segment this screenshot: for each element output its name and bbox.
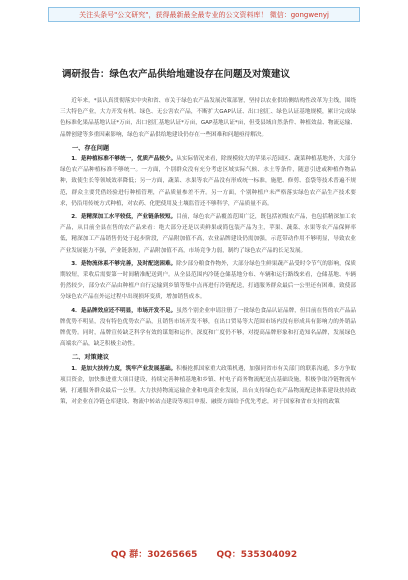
document-body: [60, 96, 356, 408]
problem-text: 目前，绿色农产品覆盖范围广泛，既包括初级农产品，也包括精深加工农产品，从目前全县在售的农产品来看：绝大部分还是以卖鲜果或简包装产品为主，苹果、蔬菜、水果等农产品保鲜率低，精深加工产品销售仍处于起步阶段，产品附加值不高，农业品牌建设仍需加强，示范带动作用不够明显，导致农业产业发展能力不强，产业链条短，产品附加值不高，市场竞争力弱，制约了绿色农产品的长足发展。: [60, 214, 356, 254]
document-title: 调研报告：绿色农产品供给地建设存在问题及对策建议: [62, 69, 291, 80]
problem-text: 除少部分粮食作物外，大部分绿色生鲜果蔬产品受时令节气的影响，保质期较短，采收后需要第一时间精准配送到户。从全县范围内冷链仓储基地分布、车辆和运行路线来看，仓储基地、车辆仍然较少，部分农产品由种植户自行运输到乡镇等集中点再进行冷链配送，打通服务群众最后一公里还有困难，致使部分绿色农产品在外运过程中出现损坏变质，增加销售成本。: [60, 260, 356, 301]
problem-lead: 4．是品牌效应还不明显，市场开发不足。: [71, 307, 177, 314]
problem-text: 虽然个别企业申请注册了一批绿色食品认证品牌，但目前在售的农产品品牌优势不明显，没有特色优势农产品，且销售市场开发不够，在出口贸易等大范围市场内没有形成具有影响力的外销品牌优势。同时，品牌宣传缺乏科学有效的谋划和运作，深度和广度仍不够，对提高品牌形象和打造知名品牌，发展绿色高端农产品，缺乏积极主动性。: [60, 307, 356, 348]
section-heading-problems: 一、存在问题: [72, 144, 110, 152]
problem-text: 从实际情况来看，除规模较大的苹果示范园区、蔬菜种植基地外，大部分绿色农产品种植标准不够统一。一方面，个别群众没有充分考虑区域实际气候、水土等条件，随意引进或种植作物品种，致使生长等领域效率降低；另一方面，蔬菜、水果等农产品没有形成统一标准，施肥、修剪、套袋等技术普遍不规范，群众主要凭借经验进行种植管理，产品质量参差不齐。另一方面，个别种植户未严格落实绿色农产品生产技术要求，仍沿用传统方式种植，对农药、化肥使用及土壤监管还不够科学，产品质量不高。: [60, 156, 356, 207]
problem-paragraph-2: [60, 212, 356, 257]
problem-paragraph-1: [60, 154, 356, 210]
section-heading-suggestions: 二、对策建议: [72, 354, 110, 362]
footer-contacts: [0, 547, 408, 560]
qq-number: QQ：535304092: [216, 550, 298, 560]
problem-lead: 3．是物流体系不够完善，及时配送困难。: [71, 260, 177, 267]
problem-paragraph-4: [60, 306, 356, 351]
intro-paragraph: 近年来，*县认真贯彻落实中央和省、市关于绿色农产品发展决策部署，坚持以农业供给侧结构性改革为主线，围绕三大特色产业，大力开发有机、绿色、无公害农产品，不断扩大GAP认证、出口创汇、绿色认证基地规模，累计完成绿色标准化果品基地认证*万亩，出口创汇基地认证*万亩，GAP基地认证*亩，但受县域自然条件、种植效益、物流运输、品牌创建等多重因素影响，绿色农产品供给地建设仍存在一些困难和问题亟待解决。: [60, 98, 356, 138]
top-banner[interactable]: 关注头条号"公文研究"，获得最新最全最专业的公文资料库！ 微信：gongwenyj: [48, 7, 360, 22]
suggestion-text: 积极抢抓国家重大政策机遇，加强同省市有关部门的联系沟通，多方争取项目资金，加快推进重大项目建设，持续完善种植基地和乡镇、村电子商务物流配送点基础设施，积极争取冷链物流车辆，打通服务群众最后一公里。大力扶持物流运输企业和电商企业发展，出台支持绿色农产品物流配送体系建设扶持政策，对企业在冷链仓库建设、物流中转站点建设等项目申报、融资方面给予优先考虑，对于国家和省市支持的政策: [60, 365, 356, 406]
suggestion-paragraph-1: [60, 364, 356, 409]
problem-lead: 1．是种植标准不够统一，优质产品较少。: [71, 156, 177, 163]
suggestion-lead: 1．是加大扶持力度，筑牢产业发展基础。: [71, 365, 177, 372]
qq-group-number: QQ 群：30265665: [110, 550, 198, 560]
problem-paragraph-3: [60, 259, 356, 304]
problem-lead: 2．是精深加工水平较低，产业链条较短。: [71, 214, 177, 221]
